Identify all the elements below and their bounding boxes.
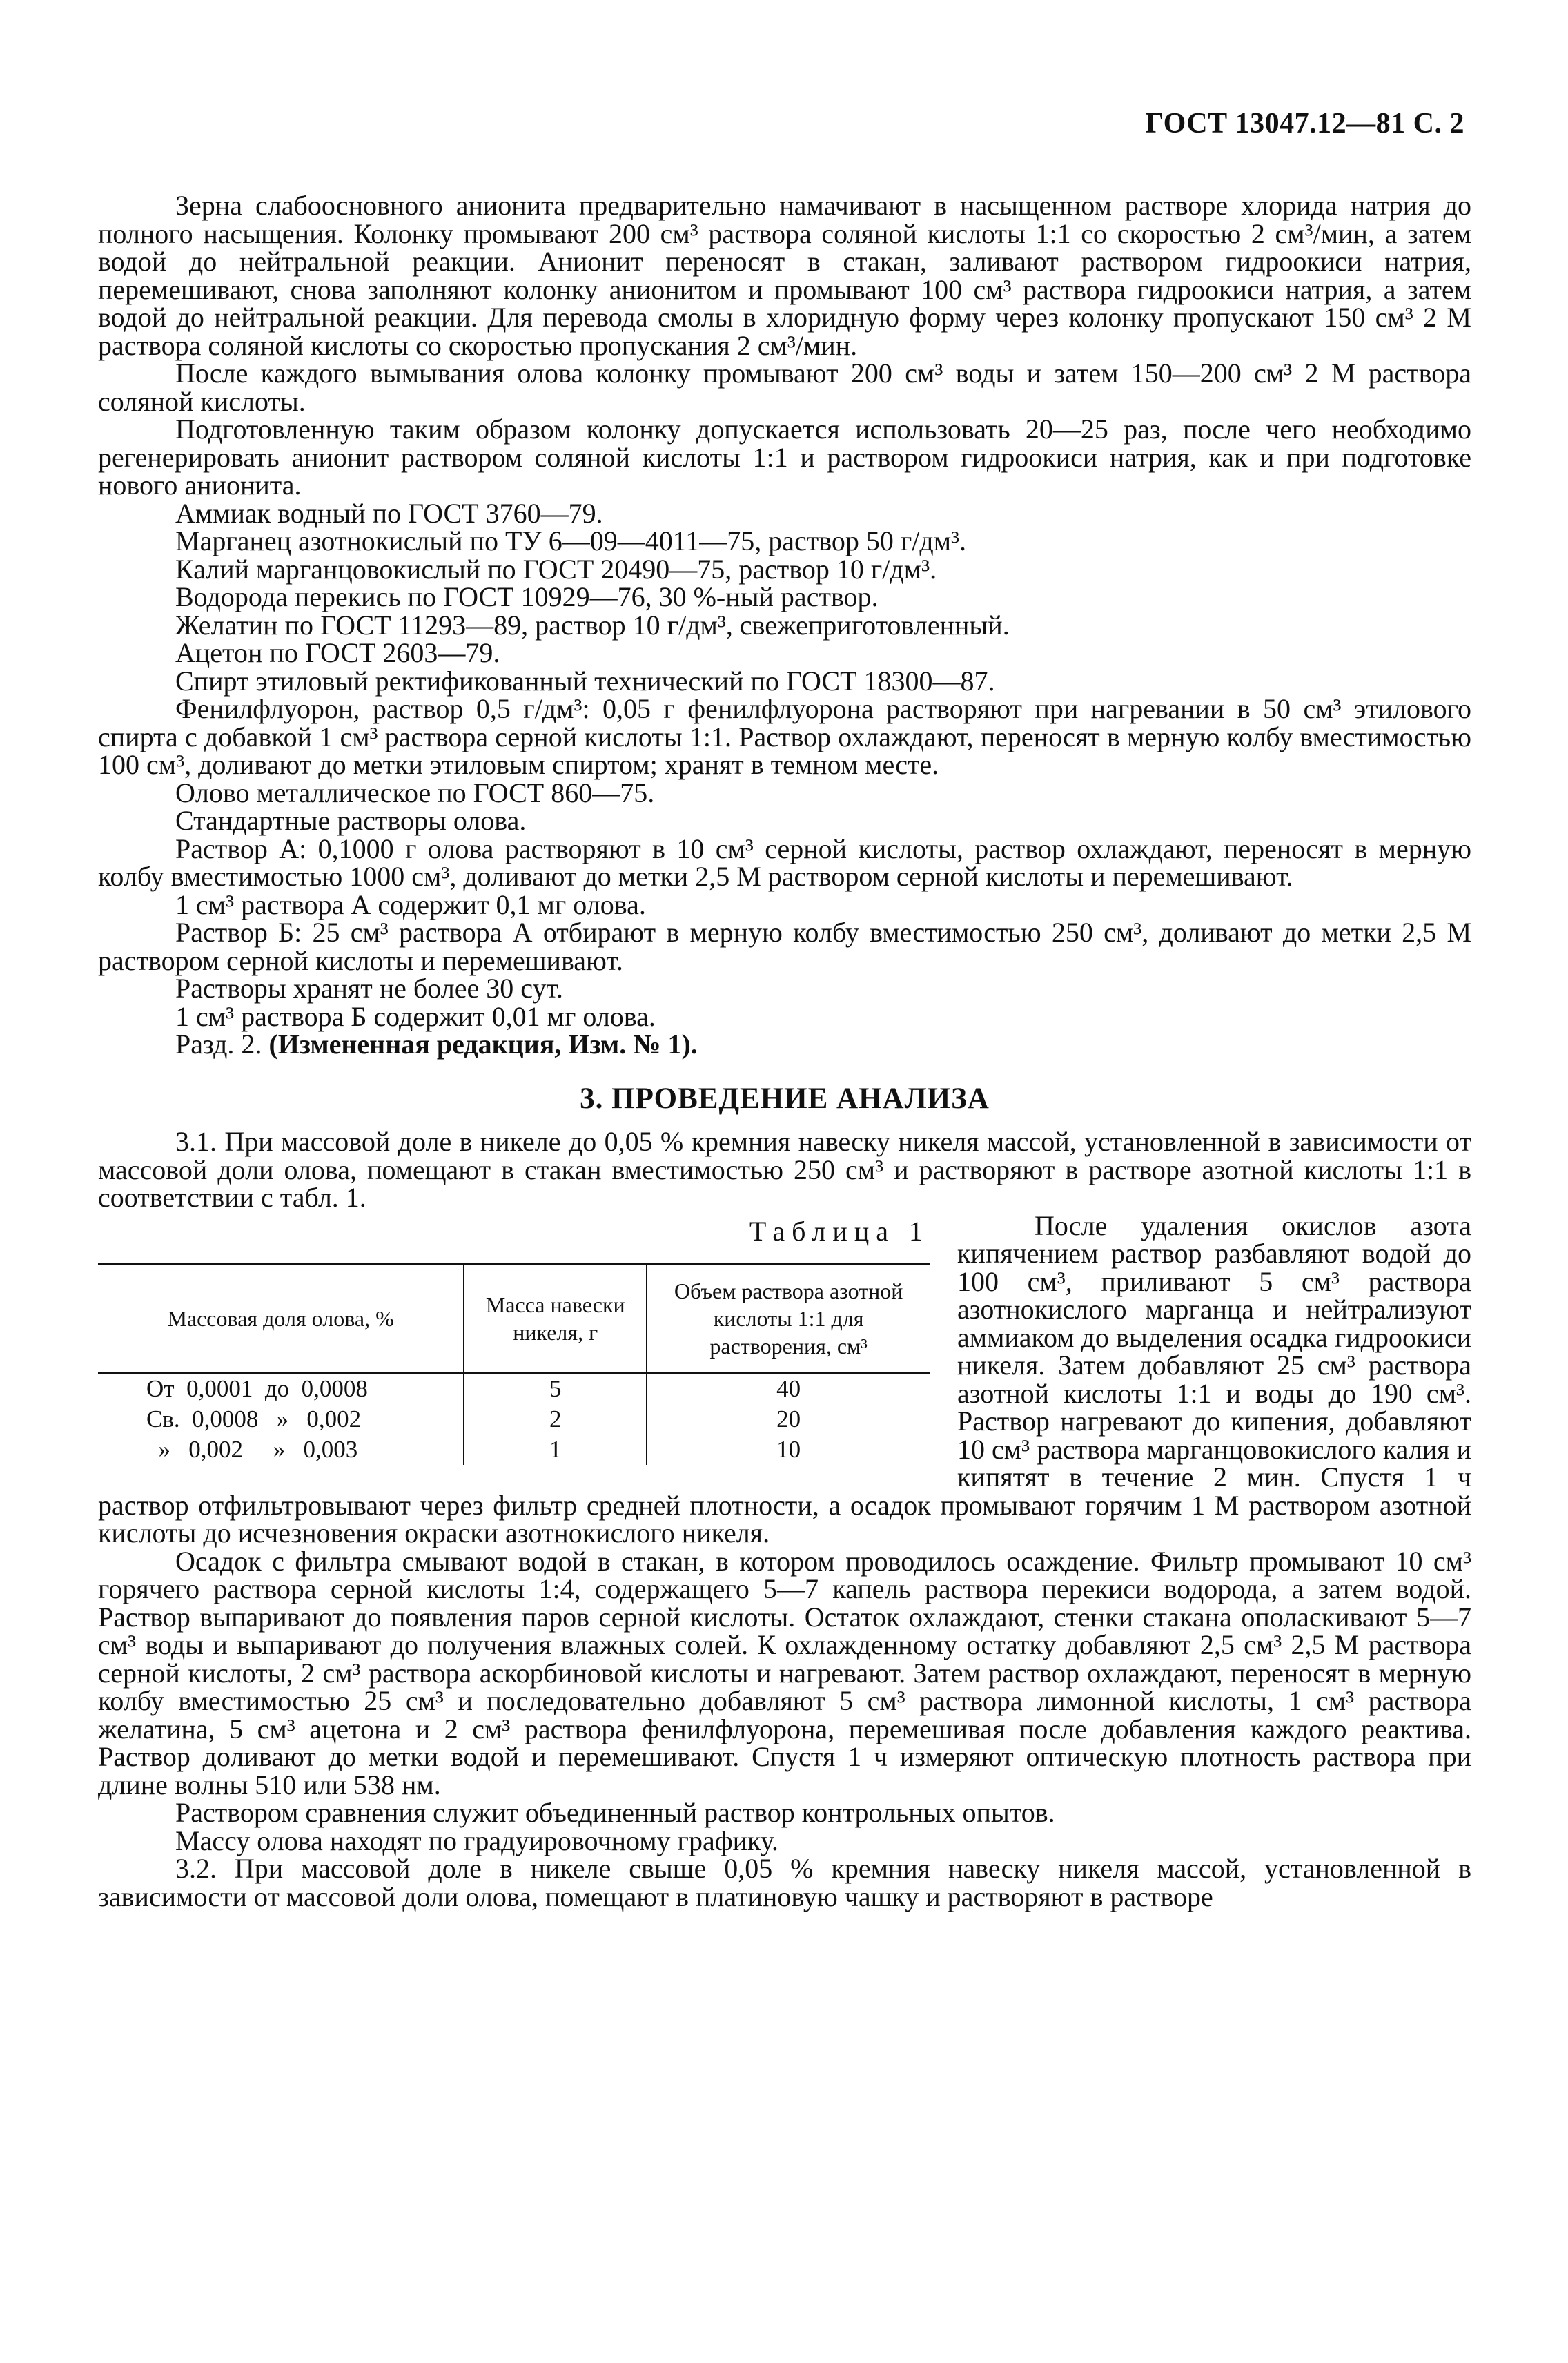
reagent-line: Аммиак водный по ГОСТ 3760—79. (175, 497, 603, 529)
table-header-row (98, 1264, 930, 1373)
paragraph-3-2: 3.2. При массовой доле в никеле свыше 0,05 % кремния навеску никеля массой, установленной в зависимости от массовой доли олова, помещают в платиновую чашку и растворяют в растворе (98, 1853, 1471, 1912)
reagent-line: Ацетон по ГОСТ 2603—79. (175, 637, 500, 668)
wrap-paragraph: После удаления окислов азота кипячением раствор разбавляют водой до 100 см³, приливают 5 см³ раствора азотнокислого марганца и нейтрализуют аммиаком до выделения осадка гидроокиси никеля. Затем добавляют 25 см³ раствора азотной кислоты 1:1 и воды до 190 см³. Раствор нагревают до кипения, добавляют 10 см³ раствора марганцовокислого калия и кипятят в течение 2 мин. Спустя 1 ч раствор отфильтровывают через фильтр средней плотности, а осадок промывают горячим 1 М раствором азотной кислоты до исчезновения окраски азотнокислого никеля. (98, 1209, 1471, 1548)
paragraph: После каждого вымывания олова колонку промывают 200 см³ воды и затем 150—200 см³ 2 М раствора соляной кислоты. (98, 358, 1472, 417)
paragraph-3-1: 3.1. При массовой доле в никеле до 0,05 % кремния навеску никеля массой, установленной в зависимости от массовой доли олова, помещают в стакан вместимостью 250 см³ и растворяют в растворе азотной кислоты 1:1 в соответствии с табл. 1. (98, 1126, 1472, 1213)
paragraph: Раствор Б: 25 см³ раствора А отбирают в мерную колбу вместимостью 250 см³, доливают до метки 2,5 М раствором серной кислоты и перемешивают. (98, 917, 1472, 976)
data-table (98, 1263, 930, 1465)
reagent-line: 1 см³ раствора А содержит 0,1 мг олова. (175, 888, 646, 920)
edition-note-bold: (Измененная редакция, Изм. № 1). (268, 1029, 698, 1060)
table-header-cell: Объем раствора азотной кислоты 1:1 для растворения, см³ (647, 1264, 930, 1373)
table-1 (98, 1215, 930, 1466)
table-cell: Св. 0,0008 » 0,002 (146, 1406, 362, 1432)
document-body (98, 192, 1471, 1911)
table-cell: От 0,0001 до 0,0008 (146, 1375, 368, 1402)
table-header-cell: Массовая доля олова, % (98, 1264, 464, 1373)
table-row (98, 1404, 930, 1435)
reagent-line: 1 см³ раствора Б содержит 0,01 мг олова. (175, 1000, 656, 1032)
table-cell: 40 (647, 1373, 930, 1404)
reagent-line: Марганец азотнокислый по ТУ 6—09—4011—75, раствор 50 г/дм³. (175, 525, 967, 556)
reagent-line: Желатин по ГОСТ 11293—89, раствор 10 г/дм³, свежеприготовленный. (175, 609, 1010, 641)
table-cell: 1 (464, 1435, 647, 1465)
section-title: 3. ПРОВЕДЕНИЕ АНАЛИЗА (580, 1082, 990, 1115)
reagent-line: Стандартные растворы олова. (175, 805, 527, 836)
paragraph: Раствор А: 0,1000 г олова растворяют в 10 см³ серной кислоты, раствор охлаждают, переносят в мерную колбу вместимостью 1000 см³, доливают до метки 2,5 М раствором серной кислоты и перемешивают. (98, 833, 1471, 892)
table-cell: 2 (464, 1404, 647, 1435)
edition-note (98, 1031, 1471, 1059)
paragraph: Массу олова находят по градуировочному графику. (175, 1825, 778, 1856)
table-header-cell: Масса навески никеля, г (464, 1264, 647, 1373)
reagent-line: Спирт этиловый ректификованный технический по ГОСТ 18300—87. (175, 665, 995, 697)
paragraph: Подготовленную таким образом колонку допускается использовать 20—25 раз, после чего необходимо регенерировать анионит раствором соляной кислоты 1:1 и раствором гидроокиси натрия, как и при подготовке нового анионита. (98, 414, 1471, 500)
edition-note-prefix: Разд. 2. (175, 1029, 269, 1060)
table-cell: 20 (647, 1404, 930, 1435)
paragraph: Раствором сравнения служит объединенный раствор контрольных опытов. (175, 1797, 1055, 1828)
reagent-line: Калий марганцовокислый по ГОСТ 20490—75, раствор 10 г/дм³. (175, 553, 937, 585)
table-wrap-section (98, 1209, 1471, 1548)
paragraph: Осадок с фильтра смывают водой в стакан, в котором проводилось осаждение. Фильтр промывают 10 см³ горячего раствора серной кислоты 1:4, содержащего 5—7 капель раствора перекиси водорода, а затем водой. Раствор выпаривают до появления паров серной кислоты. Остаток охлаждают, стенки стакана ополаскивают 5—7 см³ воды и выпаривают до получения влажных солей. К охлажденному остатку добавляют 2,5 см³ 2,5 М раствора серной кислоты, 2 см³ раствора аскорбиновой кислоты и нагревают. Затем раствор охлаждают, переносят в мерную колбу вместимостью 25 см³ и последовательно добавляют 5 см³ раствора лимонной кислоты, 1 см³ раствора желатина, 5 см³ ацетона и 2 см³ раствора фенилфлуорона, перемешивая после добавления каждого реактива. Раствор доливают до метки водой и перемешивают. Спустя 1 ч измеряют оптическую плотность раствора при длине волны 510 или 538 нм. (98, 1545, 1472, 1800)
reagent-line: Водорода перекись по ГОСТ 10929—76, 30 %-ный раствор. (175, 581, 879, 612)
reagent-line: Растворы хранят не более 30 сут. (175, 973, 563, 1004)
paragraph: Зерна слабоосновного анионита предварительно намачивают в насыщенном растворе хлорида натрия до полного насыщения. Колонку промывают 200 см³ раствора соляной кислоты 1:1 со скоростью 2 см³/мин, а затем водой до нейтральной реакции. Анионит переносят в стакан, заливают раствором гидроокиси натрия, перемешивают, снова заполняют колонку анионитом и промывают 100 см³ раствора гидроокиси натрия, а затем водой до нейтральной реакции. Для перевода смолы в хлоридную форму через колонку пропускают 150 см³ 2 М раствора соляной кислоты со скоростью пропускания 2 см³/мин. (98, 190, 1471, 361)
table-title: Таблица 1 (749, 1215, 930, 1247)
reagent-line: Олово металлическое по ГОСТ 860—75. (175, 777, 655, 808)
table-cell: 10 (647, 1435, 930, 1465)
table-cell: » 0,002 » 0,003 (146, 1436, 358, 1463)
table-row (98, 1435, 930, 1465)
table-row (98, 1373, 930, 1404)
paragraph: Фенилфлуорон, раствор 0,5 г/дм³: 0,05 г фенилфлуорона растворяют при нагревании в 50 см³ этилового спирта с добавкой 1 см³ раствора серной кислоты 1:1. Раствор охлаждают, переносят в мерную колбу вместимостью 100 см³, доливают до метки этиловым спиртом; хранят в темном месте. (98, 693, 1472, 780)
document-header: ГОСТ 13047.12—81 С. 2 (1145, 108, 1464, 139)
table-cell: 5 (464, 1373, 647, 1404)
